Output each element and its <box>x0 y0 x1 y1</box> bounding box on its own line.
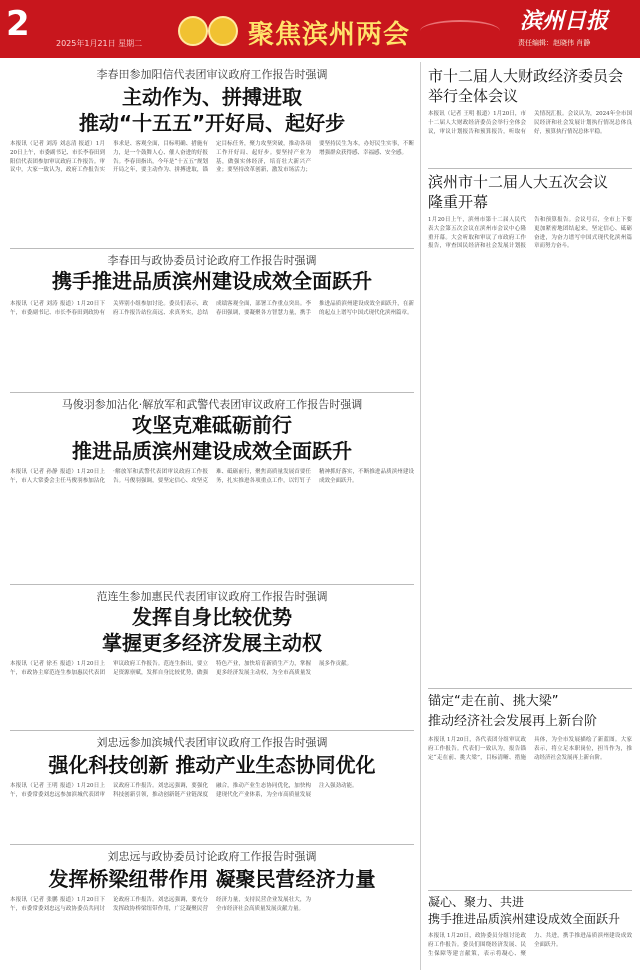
right-body: 1月20日上午，滨州市第十二届人民代表大会第五次会议在滨州市会议中心隆重开幕。大会听取和审议了市政府工作报告，审查国民经济和社会发展计划报告和预算报告。会议号召，全市上下要更加紧密地团结起来，坚定信心、砥砺奋进，为奋力谱写中国式现代化滨州篇章而努力奋斗。 <box>428 217 632 250</box>
right-body: 本报讯（记者 王明 报道）1月20日，市十二届人大财政经济委员会举行全体会议，审议计划报告和预算报告，听取有关情况汇报。会议认为，2024年全市国民经济和社会发展计划执行情况总体良好，预算执行情况总体平稳。 <box>428 111 632 135</box>
divider <box>10 392 414 393</box>
masthead <box>0 0 640 58</box>
column-separator <box>420 62 421 970</box>
article-headline: 攻坚克难砥砺前行 推进品质滨州建设成效全面跃升 <box>72 413 352 463</box>
article-body: 本报讯（记者 刘涛 刘志清 报道）1月20日上午，市委副书记、市长李春田到阳信代表团参加审议政府工作报告。审议中，大家一致认为，政府工作报告实事求是、客观全面，目标明确、措施有力，是一个鼓舞人心、催人奋进的好报告。李春田指出，今年是“十五五”规划开局之年，要主动作为、拼搏进取，锚定目标任务，聚力攻坚突破，推动各项工作开好局、起好步。要坚持产业为基，做强实体经济，培育壮大新兴产业；要坚持改革创新，激发市场活力；要坚持民生为本，办好民生实事，不断增强群众获得感、幸福感、安全感。 <box>10 141 414 174</box>
article-body: 本报讯（记者 徐丕 报道）1月20日上午，市政协主席范连生参加惠民代表团审议政府工作报告。范连生指出，要立足资源禀赋，发挥自身比较优势，做强特色产业，加快培育新质生产力，掌握更多经济发展主动权，为全市高质量发展多作贡献。 <box>10 661 353 676</box>
article-body: 本报讯（记者 孙静 报道）1月20日上午，市人大常委会主任马俊羽参加沾化·解放军和武警代表团审议政府工作报告。马俊羽强调，要坚定信心、攻坚克难、砥砺前行，聚焦高质量发展首要任务，扎实推进各项重点工作，以钉钉子精神抓好落实，不断推进品质滨州建设成效全面跃升。 <box>10 469 414 484</box>
divider <box>428 890 632 891</box>
section-title: 聚焦滨州两会 <box>248 20 411 50</box>
right-headline: 滨州市十二届人大五次会议 隆重开幕 <box>428 173 609 211</box>
wave-decoration <box>420 20 500 42</box>
editor-credit: 责任编辑：赵晓伟 肖静 <box>518 39 591 47</box>
article-kicker: 刘忠远参加滨城代表团审议政府工作报告时强调 <box>96 736 328 749</box>
article-headline: 携手推进品质滨州建设成效全面跃升 <box>52 269 372 293</box>
article-headline: 发挥桥梁纽带作用 凝聚民营经济力量 <box>48 867 376 891</box>
divider <box>10 584 414 585</box>
right-headline: 锚定“走在前、挑大梁” 推动经济社会发展再上新台阶 <box>428 694 598 729</box>
article-headline: 主动作为、拼搏进取 推动“十五五”开好局、起好步 <box>78 85 346 135</box>
article-kicker: 李春田参加阳信代表团审议政府工作报告时强调 <box>96 68 328 81</box>
article-body: 本报讯（记者 张鹏 报道）1月20日下午，市委常委刘忠远与政协委员共同讨论政府工作报告。刘忠远强调，要充分发挥政协桥梁纽带作用，广泛凝聚民营经济力量，支持民营企业发展壮大，为全市经济社会高质量发展贡献力量。 <box>10 897 311 912</box>
article-body: 本报讯（记者 刘涛 报道）1月20日下午，市委副书记、市长李春田到政协有关界别小组参加讨论。委员们表示，政府工作报告站位高远、求真务实，总结成绩客观全面，部署工作重点突出。李春田强调，要凝聚各方智慧力量，携手推进品质滨州建设成效全面跃升，在新的起点上谱写中国式现代化滨州篇章。 <box>10 301 414 316</box>
article-kicker: 范连生参加惠民代表团审议政府工作报告时强调 <box>96 590 328 603</box>
article-kicker: 马俊羽参加沾化·解放军和武警代表团审议政府工作报告时强调 <box>61 398 363 411</box>
newspaper-logo: 滨州日报 <box>520 8 609 34</box>
divider <box>428 168 632 169</box>
divider <box>10 844 414 845</box>
article-kicker: 李春田与政协委员讨论政府工作报告时强调 <box>107 254 317 267</box>
article-body: 本报讯（记者 王明 报道）1月20日上午，市委常委刘忠远参加滨城代表团审议政府工作报告。刘忠远强调，要强化科技创新引领，推动创新链产业链深度融合，推动产业生态协同优化，加快构建现代化产业体系，为全市高质量发展注入强劲动能。 <box>10 783 358 798</box>
divider <box>428 688 632 689</box>
article-headline: 发挥自身比较优势 掌握更多经济发展主动权 <box>102 605 322 655</box>
cppcc-emblem-icon <box>208 16 238 46</box>
divider <box>10 730 414 731</box>
right-headline: 市十二届人大财政经济委员会 举行全体会议 <box>428 67 624 105</box>
page-number: 2 <box>6 4 30 44</box>
article-kicker: 刘忠远与政协委员讨论政府工作报告时强调 <box>107 850 317 863</box>
date-line: 2025年1月21日 星期二 <box>56 39 143 48</box>
article-headline: 强化科技创新 推动产业生态协同优化 <box>48 753 376 777</box>
divider <box>10 248 414 249</box>
right-body: 本报讯 1月20日，政协委员分组讨论政府工作报告。委员们围绕经济发展、民生保障等建言献策，表示将凝心、聚力、共进，携手推进品质滨州建设成效全面跃升。 <box>428 933 632 957</box>
right-headline: 凝心、聚力、共进 携手推进品质滨州建设成效全面跃升 <box>428 895 621 926</box>
national-emblem-icon <box>178 16 208 46</box>
right-body: 本报讯 1月20日，各代表团分组审议政府工作报告。代表们一致认为，报告锚定“走在前、挑大梁”，目标清晰、措施具体，为全市发展描绘了新蓝图。大家表示，将立足本职岗位，担当作为，推动经济社会发展再上新台阶。 <box>428 737 632 761</box>
